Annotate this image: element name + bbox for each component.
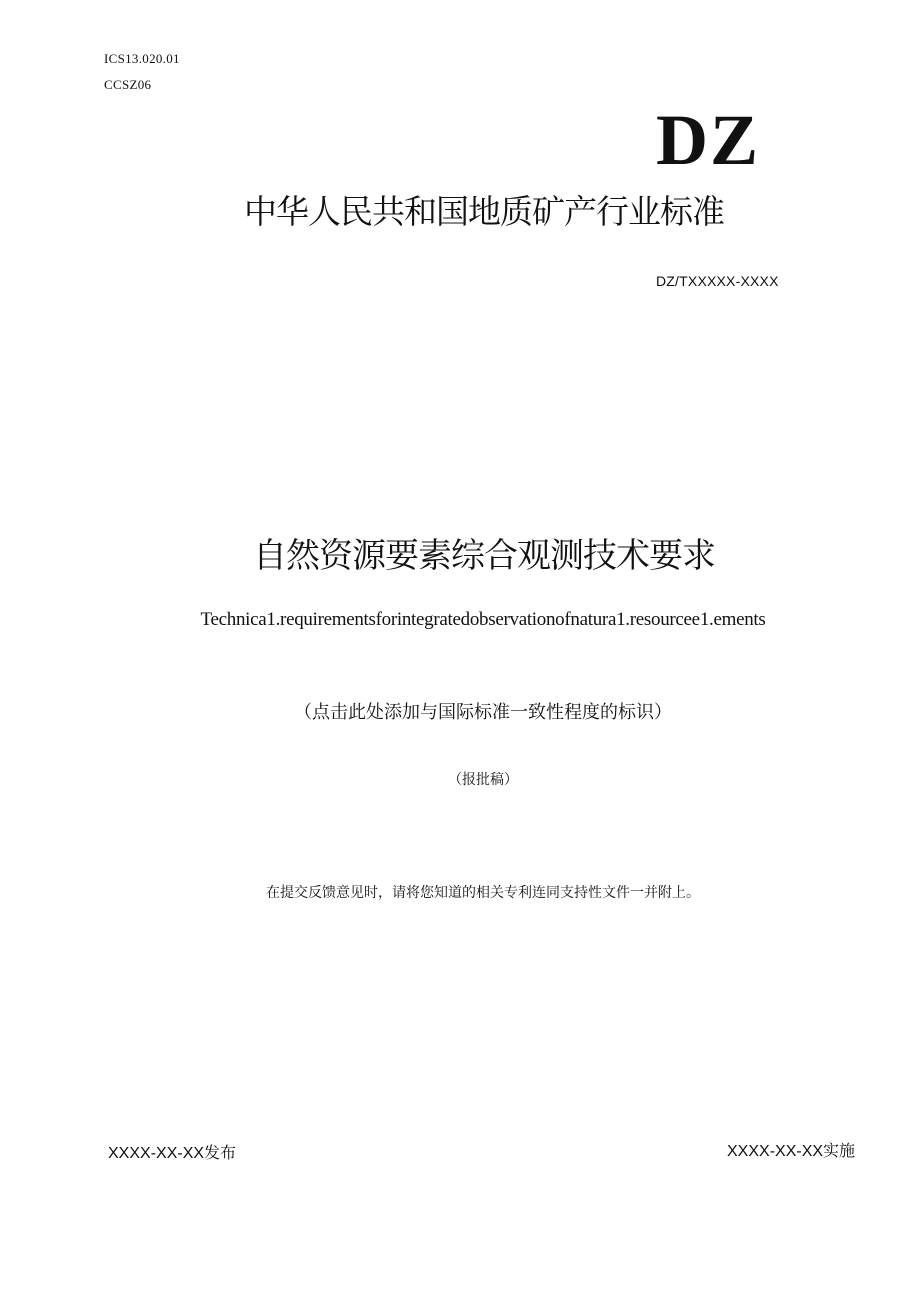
standard-mark: DZ — [656, 100, 761, 180]
patent-notice: 在提交反馈意见时，请将您知道的相关专利连同支持性文件一并附上。 — [266, 885, 700, 901]
document-title-english: Technica1.requirementsforintegratedobservationofnatura1.resourcee1.ements — [200, 609, 766, 630]
consistency-note[interactable]: （点击此处添加与国际标准一致性程度的标识） — [294, 702, 672, 723]
organization-title: 中华人民共和国地质矿产行业标准 — [244, 192, 724, 231]
publish-date: XXXX-XX-XX发布 — [108, 1145, 237, 1162]
ccs-code: CCSZ06 — [104, 77, 152, 92]
ics-code: ICS13.020.01 — [104, 51, 180, 66]
document-title-chinese: 自然资源要素综合观测技术要求 — [253, 536, 715, 576]
standard-code: DZ/TXXXXX-XXXX — [656, 273, 779, 289]
implement-date: XXXX-XX-XX实施 — [727, 1143, 856, 1160]
draft-stage: （报批稿） — [448, 772, 518, 788]
